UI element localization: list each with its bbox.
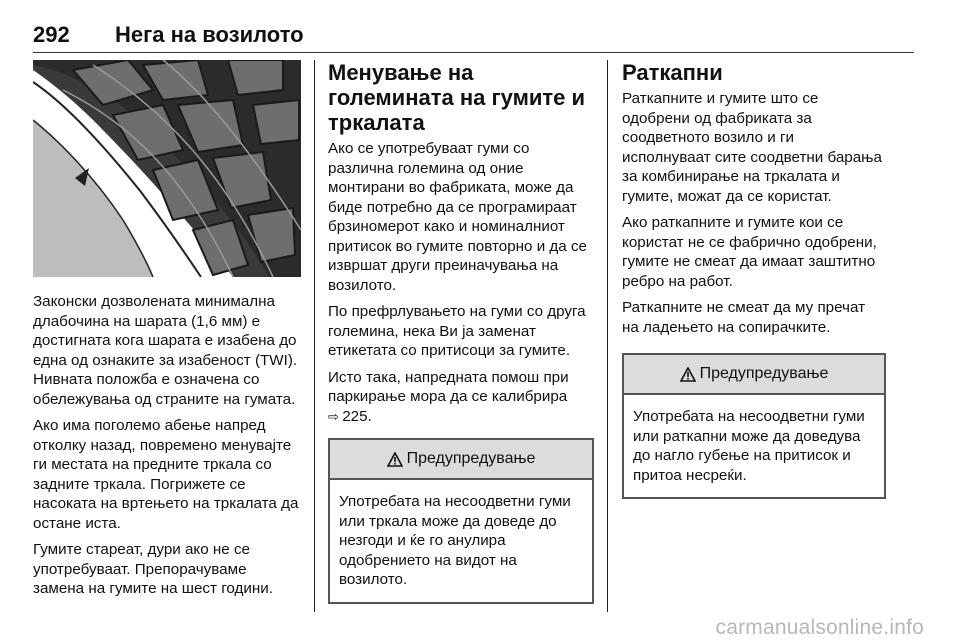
column-3 [622,60,886,499]
figure-caption: Законски дозволената минимална длабочина на шарата (1,6 мм) е достигната кога шарата е изабена до една од ознаките за изабеност (TWI). Нивната положба е означена со обележувања од страните на гумата. [33,293,298,408]
parking-text: Исто така, напредната помош при паркирање мора да се калибрира [328,368,569,405]
running-title: Нега на возилото [115,22,304,47]
paragraph: Раткапните не смеат да му пречат на ладењето на сопирачките. [622,299,866,336]
tire-tread-illustration [33,60,301,277]
header-rule [33,52,914,53]
warning-triangle-icon [680,367,696,382]
column-divider [607,60,608,612]
warning-header [330,440,592,480]
warning-text: Употребата на несоодветни гуми или раткапни може да доведува до нагло губење на притисок и притоа несреќи. [633,408,865,484]
paragraph: Ако се употребуваат гуми со различна големина од оние монтирани во фабриката, може да биде потребно да се програмираат брзиномерот како и номиналниот притисок во гумите повторно и да се извршат други преиначувања на возилото. [328,140,587,294]
page-reference-link[interactable]: 225. [342,407,372,425]
column-1 [33,60,301,606]
warning-title: Предупредување [699,365,829,383]
warning-title: Предупредување [406,450,536,468]
paragraph: Раткапните и гумите што се одобрени од фабриката за соодветното возило и ги исполнуваат сите соодветни барања за комбинирање на тркалата и гумите, можат да се користат. [622,90,882,205]
warning-box [328,438,594,604]
warning-header [624,355,884,395]
warning-text: Употребата на несоодветни гуми или тркала може да доведе до незгоди и ќе го анулира одобрението на видот на возилото. [339,493,571,588]
paragraph: Гумите стареат, дури ако не се употребуваат. Препорачуваме замена на гумите на шест години. [33,541,273,597]
page-header [33,22,914,52]
paragraph: По префрлувањето на гуми со друга големина, нека Ви ја заменат етикетата со притисоци за гумите. [328,303,586,359]
page-number: 292 [33,22,70,47]
column-2 [328,60,594,604]
page-reference-arrow-icon: ⇨ [328,408,339,424]
paragraph: Ако има поголемо абење напред отколку назад, повремено менувајте ги местата на предните тркала со задните тркала. Погрижете се насоката на вртењето на тркалата да остане иста. [33,417,299,532]
section-heading: Менување на големината на гумите и тркалата [328,60,586,135]
column-divider [314,60,315,612]
paragraph [328,368,594,427]
watermark: carmanualsonline.info [715,616,924,639]
section-heading: Раткапни [622,60,723,85]
warning-box [622,353,886,499]
paragraph: Ако раткапните и гумите кои се користат не се фабрично одобрени, гумите не смеат да имаат заштитно ребро на работ. [622,214,877,290]
warning-triangle-icon [387,452,403,467]
